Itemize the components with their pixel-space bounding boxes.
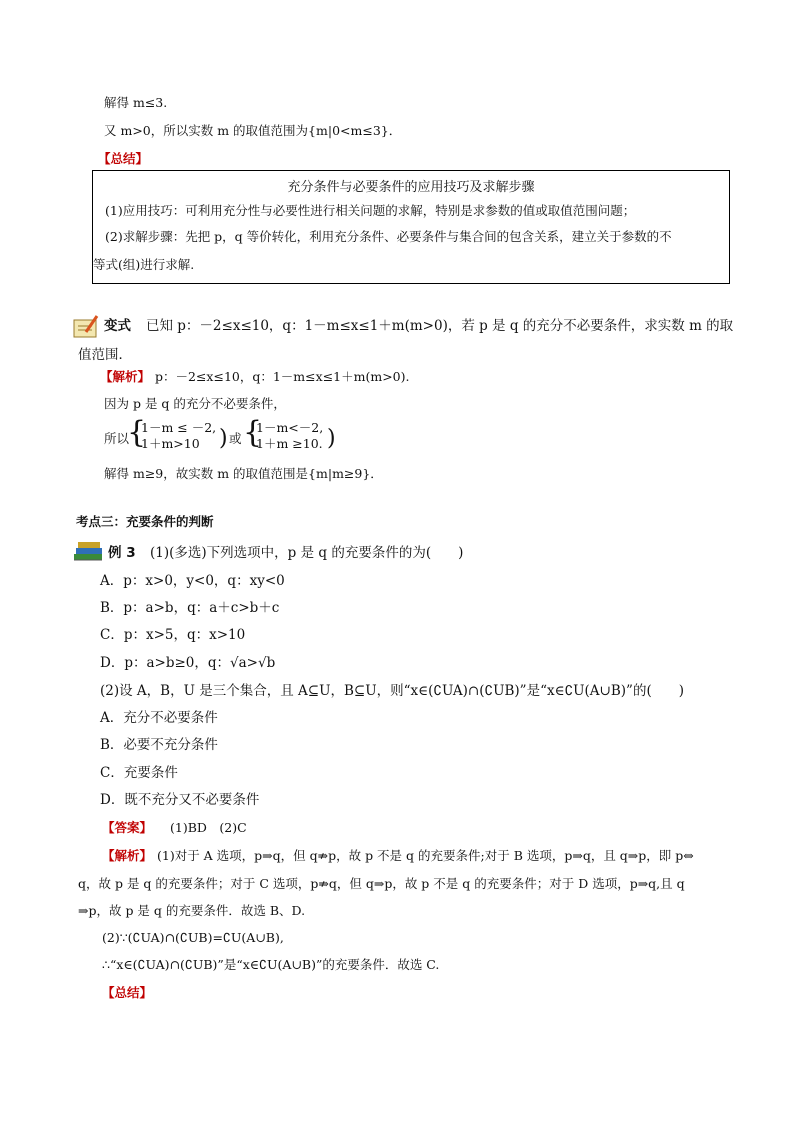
summary-box-title: 充分条件与必要条件的应用技巧及求解步骤: [287, 180, 535, 195]
or-word: 或: [229, 431, 242, 446]
range-line: 又 m>0，所以实数 m 的取值范围为{m|0<m≤3}．: [104, 123, 402, 138]
variant-analysis-2: 因为 p 是 q 的充分不必要条件，: [104, 396, 286, 411]
example3-analysis-4: (2)∵(∁UA)∩(∁UB)=∁U(A∪B),: [102, 930, 284, 945]
option-d-text: D．p：a>b≥0，q：: [100, 655, 231, 671]
right-brace-2: ): [327, 426, 336, 451]
option-a: A．p：x>0，y<0，q：xy<0: [100, 573, 285, 589]
books-icon: [72, 538, 106, 564]
example3-analysis-1: (1)对于 A 选项，p⇒q，但 q⇏p，故 p 不是 q 的充要条件;对于 B 选项，p⇒q，且 q⇒p，即 p⇔: [157, 848, 694, 863]
system1-line2: 1＋m>10: [141, 436, 200, 451]
summary-label: 【总结】: [98, 151, 149, 166]
example3-analysis-3: ⇒p，故 p 是 q 的充要条件．故选 B、D.: [78, 903, 306, 918]
q2-option-d: D．既不充分又不必要条件: [100, 792, 260, 808]
example3-summary-label: 【总结】: [102, 985, 153, 1000]
left-brace-2: {: [243, 415, 263, 450]
example3-q1: (1)(多选)下列选项中，p 是 q 的充要条件的为( ): [150, 545, 464, 561]
example3-label: 例 3: [108, 545, 136, 561]
option-d: [100, 655, 275, 671]
system2-line2: 1＋m ≥10.: [256, 436, 323, 451]
right-brace-1: ): [219, 426, 228, 451]
q2-option-a: A．充分不必要条件: [100, 710, 218, 726]
answer-value: (1)BD (2)C: [170, 820, 247, 835]
option-d-math: √a>√b: [230, 655, 276, 671]
variant-analysis-3: 解得 m≥9，故实数 m 的取值范围是{m|m≥9}．: [104, 466, 383, 481]
q2-option-b: B．必要不充分条件: [100, 737, 218, 753]
summary-item-2b: 等式(组)进行求解.: [93, 257, 195, 272]
option-c: C．p：x>5，q：x>10: [100, 627, 246, 643]
variant-question-b: 值范围．: [78, 347, 132, 363]
example3-analysis-5: ∴“x∈(∁UA)∩(∁UB)”是“x∈∁U(A∪B)”的充要条件．故选 C.: [102, 957, 440, 972]
option-b: B．p：a>b，q：a＋c>b＋c: [100, 600, 280, 616]
variant-analysis-label: 【解析】: [100, 369, 151, 384]
pencil-note-icon: [72, 314, 100, 340]
answer-label: 【答案】: [102, 820, 153, 835]
left-brace-1: {: [127, 415, 147, 450]
so-prefix: 所以: [104, 431, 130, 446]
example3-analysis-label: 【解析】: [102, 848, 153, 863]
system1-line1: 1－m ≤ －2,: [141, 420, 217, 435]
variant-label: 变式: [104, 318, 131, 334]
variant-question-a: 已知 p：－2≤x≤10，q：1－m≤x≤1＋m(m>0)，若 p 是 q 的充分不必要条件，求实数 m 的取: [146, 318, 734, 334]
summary-box: [92, 170, 730, 284]
summary-item-1: (1)应用技巧：可利用充分性与必要性进行相关问题的求解，特别是求参数的值或取值范围问题；: [105, 203, 636, 218]
section-heading: 考点三：充要条件的判断: [76, 514, 214, 529]
example3-analysis-2: q，故 p 是 q 的充要条件；对于 C 选项，p⇏q，但 q⇒p，故 p 不是 q 的充要条件；对于 D 选项，p⇒q,且 q: [78, 876, 685, 891]
system2-line1: 1－m<－2,: [256, 420, 324, 435]
solve-line: 解得 m≤3.: [104, 95, 168, 110]
q2-option-c: C．充要条件: [100, 765, 178, 781]
example3-q2: (2)设 A，B，U 是三个集合，且 A⊆U，B⊆U，则“x∈(∁UA)∩(∁UB)”是“x∈∁U(A∪B)”的( ): [100, 683, 684, 699]
summary-item-2a: (2)求解步骤：先把 p，q 等价转化，利用充分条件、必要条件与集合间的包含关系，建立关于参数的不: [105, 229, 672, 244]
variant-analysis-1: p：－2≤x≤10，q：1－m≤x≤1＋m(m>0).: [155, 369, 410, 384]
